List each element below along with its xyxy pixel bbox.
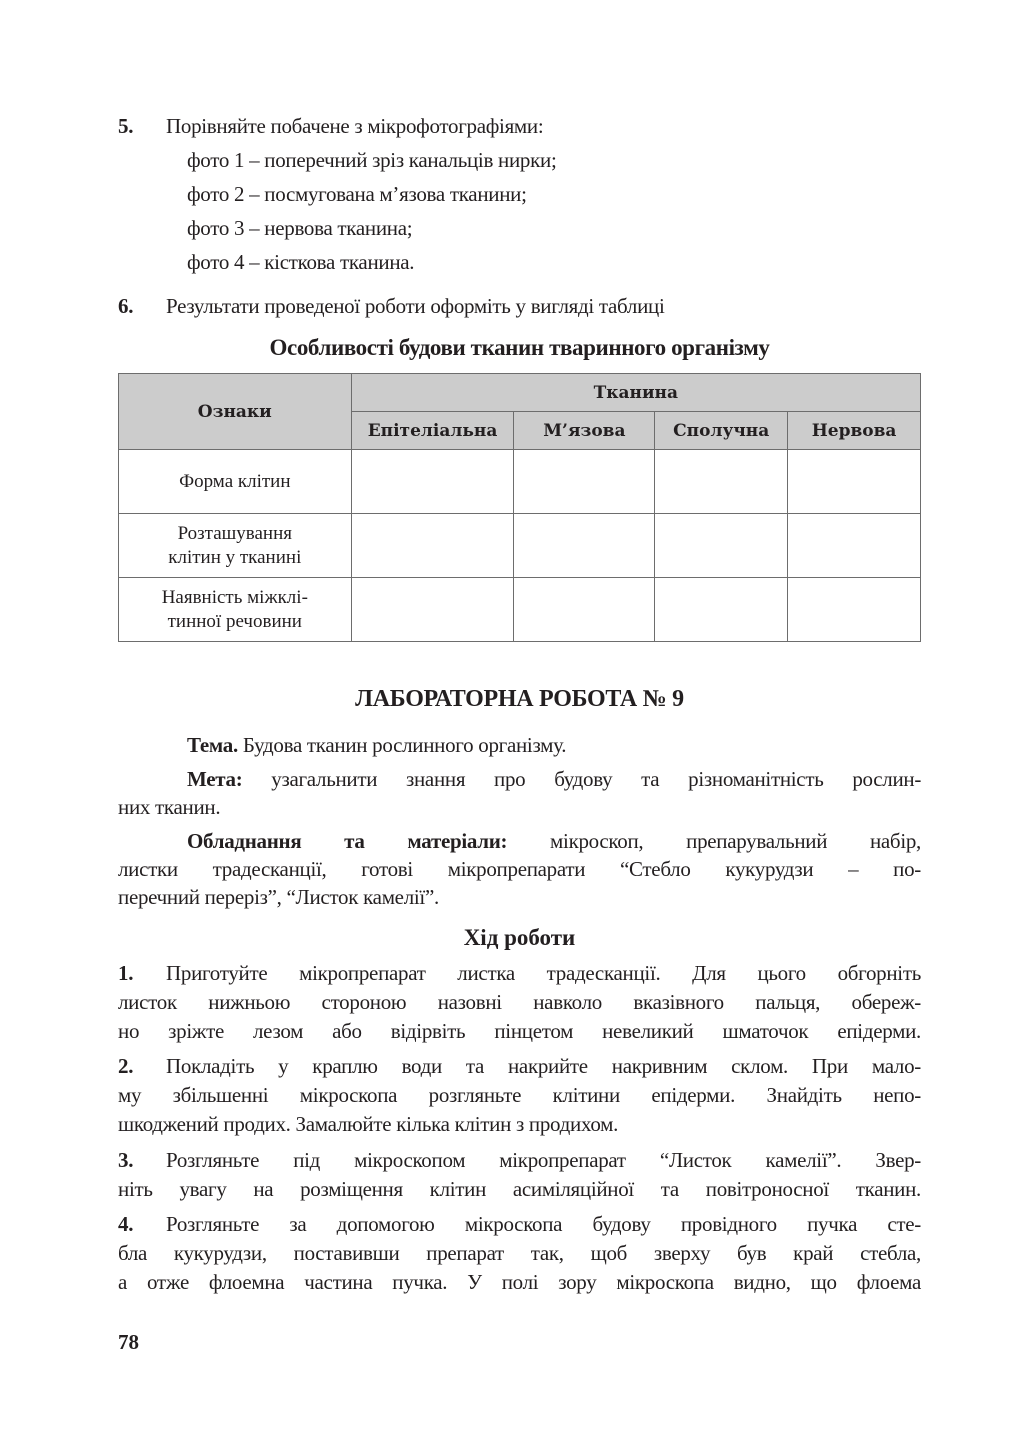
lab-equipment-line: перечний переріз”, “Листок камелії”. bbox=[118, 885, 439, 909]
lab-goal-line: них тканин. bbox=[118, 795, 221, 819]
step-line: му збільшенні мікроскопа розгляньте клітини епідерми. Знайдіть непо- bbox=[118, 1083, 921, 1107]
table-row bbox=[119, 450, 921, 514]
lab-goal-line: Мета: узагальнити знання про будову та різноманітність рослин- bbox=[187, 767, 922, 791]
table-cell bbox=[788, 450, 921, 514]
page-number: 78 bbox=[118, 1330, 139, 1354]
step-number: 4. bbox=[118, 1212, 134, 1236]
step-line: 4. Розгляньте за допомогою мікроскопа будову провідного пучка сте- bbox=[118, 1212, 921, 1236]
column-header: М’язова bbox=[514, 412, 655, 450]
step-number: 2. bbox=[118, 1054, 134, 1078]
step-line: бла кукурудзи, поставивши препарат так, щоб зверху був край стебла, bbox=[118, 1241, 921, 1265]
section-6-heading bbox=[118, 294, 665, 319]
photo-item: фото 1 – поперечний зріз канальців нирки; bbox=[187, 148, 557, 172]
table-cell bbox=[788, 578, 921, 642]
procedure-title: Хід роботи bbox=[463, 925, 576, 950]
step-line: шкоджений продих. Замалюйте кілька клітин з продихом. bbox=[118, 1112, 619, 1136]
step-number: 3. bbox=[118, 1148, 134, 1172]
item-number: 6. bbox=[118, 294, 134, 318]
step-line: но зріжте лезом або відірвіть пінцетом невеликий шматочок епідерми. bbox=[118, 1019, 921, 1043]
photo-item: фото 2 – посмугована м’язова тканини; bbox=[187, 182, 527, 206]
step-line: 3. Розгляньте під мікроскопом мікропрепарат “Листок камелії”. Звер- bbox=[118, 1148, 921, 1172]
tissues-table bbox=[118, 373, 921, 642]
row-label: Форма клітин bbox=[119, 450, 352, 514]
table-cell bbox=[351, 514, 514, 578]
step-line: листок нижньою стороною назовні навколо вказівного пальця, обереж- bbox=[118, 990, 921, 1014]
table-cell bbox=[514, 514, 655, 578]
item-text: Порівняйте побачене з мікрофотографіями: bbox=[166, 114, 544, 138]
section-5-heading bbox=[118, 114, 543, 139]
header-signs: Ознаки bbox=[119, 374, 352, 450]
table-cell bbox=[655, 578, 788, 642]
step-number: 1. bbox=[118, 961, 134, 985]
topic-label: Тема. bbox=[187, 733, 238, 757]
table-cell bbox=[351, 578, 514, 642]
topic-text: Будова тканин рослинного організму. bbox=[242, 733, 567, 757]
lab-title: ЛАБОРАТОРНА РОБОТА № 9 bbox=[355, 686, 684, 712]
table-row bbox=[119, 514, 921, 578]
table-cell bbox=[514, 578, 655, 642]
step-line: ніть увагу на розміщення клітин асиміляційної та повітроносної тканин. bbox=[118, 1177, 921, 1201]
step-line: 1. Приготуйте мікропрепарат листка традесканції. Для цього обгорніть bbox=[118, 961, 921, 985]
table-row bbox=[119, 578, 921, 642]
goal-label: Мета: bbox=[187, 767, 243, 791]
lab-topic bbox=[187, 733, 566, 758]
photo-item: фото 4 – кісткова тканина. bbox=[187, 250, 415, 274]
table-cell bbox=[655, 514, 788, 578]
table-title: Особливості будови тканин тваринного організму bbox=[269, 335, 770, 360]
lab-equipment-line: листки традесканції, готові мікропрепарати “Стебло кукурудзи – по- bbox=[118, 857, 921, 881]
row-label: Розташування клітин у тканині bbox=[119, 514, 352, 578]
column-header: Сполучна bbox=[655, 412, 788, 450]
step-line: а отже флоемна частина пучка. У полі зору мікроскопа видно, що флоема bbox=[118, 1270, 921, 1294]
table-cell bbox=[788, 514, 921, 578]
item-number: 5. bbox=[118, 114, 134, 138]
item-text: Результати проведеної роботи оформіть у вигляді таблиці bbox=[166, 294, 665, 318]
equipment-label: Обладнання та матеріали: bbox=[187, 829, 508, 853]
step-line: 2. Покладіть у краплю води та накрийте накривним склом. При мало- bbox=[118, 1054, 921, 1078]
table-cell bbox=[514, 450, 655, 514]
photo-item: фото 3 – нервова тканина; bbox=[187, 216, 413, 240]
column-header: Епітеліальна bbox=[351, 412, 514, 450]
lab-equipment-line: Обладнання та матеріали: мікроскоп, препарувальний набір, bbox=[187, 829, 922, 853]
header-tissue: Тканина bbox=[351, 374, 920, 412]
table-cell bbox=[655, 450, 788, 514]
table-cell bbox=[351, 450, 514, 514]
row-label: Наявність міжклі- тинної речовини bbox=[119, 578, 352, 642]
column-header: Нервова bbox=[788, 412, 921, 450]
